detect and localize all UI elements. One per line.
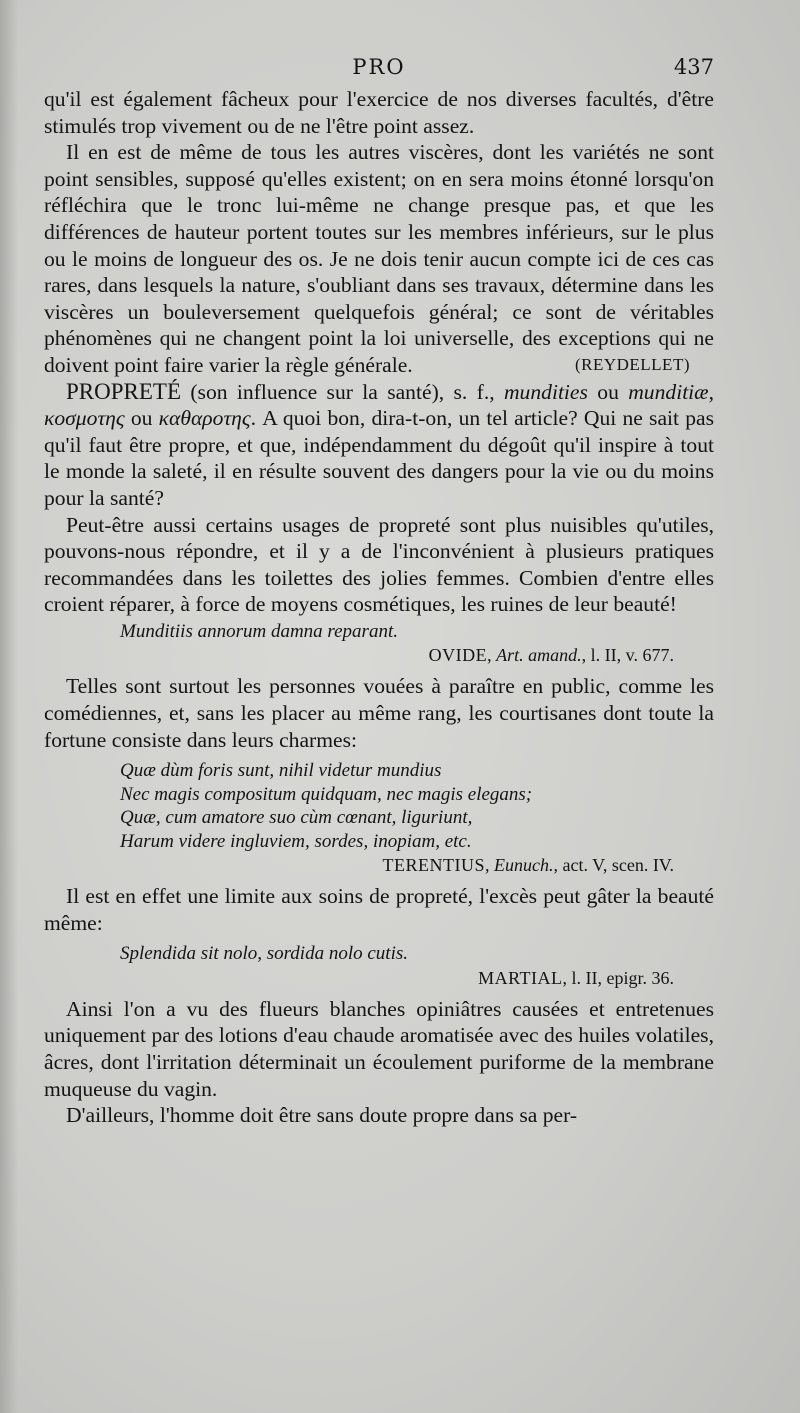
paragraph-actresses [44, 673, 714, 753]
page-header [44, 55, 714, 87]
author-signature: (REYDELLET) [574, 354, 690, 374]
citation-work: Art. amand. [496, 645, 582, 666]
entry-proprete [44, 379, 714, 512]
paragraph-text: Telles sont surtout les personnes vouées à paraître en public, comme les comédiennes, et, sans les placer au même rang, les courtisanes dont toute la fortune consiste dans leurs charmes: [44, 674, 714, 752]
paragraph-text: D'ailleurs, l'homme doit être sans doute propre dans sa per- [66, 1103, 578, 1128]
paragraph-limit [44, 883, 714, 936]
quote-martial: Splendida sit nolo, sordida nolo cutis. [120, 943, 408, 965]
citation-martial [44, 966, 714, 990]
citation-author: TERENTIUS [382, 855, 486, 876]
paragraph-lotions [44, 996, 714, 1102]
paragraph-continuation [44, 86, 714, 139]
citation-ref: , l. II, v. 677. [581, 645, 674, 666]
quote-line: Quæ, cum amatore suo cùm cœnant, liguriunt, [120, 807, 473, 829]
citation-sep: , [487, 645, 497, 666]
quote-line: Nec magis compositum quidquam, nec magis elegans; [120, 783, 533, 805]
citation-ref: , act. V, scen. IV. [553, 855, 674, 876]
entry-headword: PROPRETÉ [66, 378, 182, 404]
paragraph-text: Peut-être aussi certains usages de propreté sont plus nuisibles qu'utiles, pouvons-nous répondre, et il y a de l'inconvénient à plusieurs pratiques recommandées dans les toilettes des jolies femmes. Combien d'entre elles croient réparer, à force de moyens cosmétiques, les ruines de leur beauté! [44, 512, 714, 617]
greek-term: κοσμοτης [44, 406, 125, 431]
paragraph-viscera [44, 139, 714, 378]
entry-text: (son influence sur la santé), s. f., [181, 379, 504, 404]
entry-text: ou [587, 379, 629, 404]
paragraph-text: Ainsi l'on a vu des flueurs blanches opiniâtres causées et entretenues uniquement par des lotions d'eau chaude aromatisée avec des huiles volatiles, âcres, dont l'irritation déterminait un écoulement puriforme de la membrane muqueuse du vagin. [44, 996, 714, 1101]
citation-author: MARTIAL [478, 967, 563, 988]
citation-author: OVIDE [428, 645, 488, 666]
citation-work: Eunuch. [494, 855, 554, 876]
citation-terence [44, 853, 714, 877]
latin-term: mundities [503, 379, 588, 404]
quote-line: Harum videre ingluviem, sordes, inopiam, etc. [120, 830, 472, 852]
entry-text: . A quoi bon, dira-t-on, un tel article? Qui ne sait pas qu'il faut être propre, et que, indépendamment du dégoût qu'il inspire à tout le monde la saleté, il en résulte souvent des dangers pour la vie ou du moins pour la santé? [44, 406, 715, 510]
page-number: 437 [673, 55, 714, 79]
paragraph-text: Il est en effet une limite aux soins de propreté, l'excès peut gâter la beauté même: [44, 884, 714, 935]
paragraph-cosmetics [44, 512, 714, 618]
quote-ovid: Munditiis annorum damna reparant. [120, 620, 398, 642]
entry-text: , [708, 379, 714, 404]
citation-ref: , l. II, epigr. 36. [562, 967, 674, 988]
entry-text: ou [124, 406, 159, 431]
page-body [44, 86, 714, 1129]
citation-ovid [44, 643, 714, 667]
quote-terence [44, 759, 714, 853]
paragraph-text: qu'il est également fâcheux pour l'exercice de nos diverses facultés, d'être stimulés trop vivement ou de ne l'être point assez. [44, 87, 714, 138]
greek-term: καθαροτης [158, 406, 251, 431]
paragraph-text: Il en est de même de tous les autres viscères, dont les variétés ne sont point sensibles, supposé qu'elles existent; on en sera moins étonné lorsqu'on réfléchira que le tronc lui-même ne change presque pas, et que les différences de hauteur portent toutes sur les membres inférieurs, sur le plus ou le moins de longueur des os. Je ne dois tenir aucun compte ici de ces cas rares, dans lesquels la nature, s'oubliant dans ses travaux, détermine dans les viscères un bouleversement quelquefois général; ce sont de véritables phénomènes qui ne changent point la loi universelle, des exceptions qui ne doivent point faire varier la règle générale. [44, 140, 714, 377]
citation-sep: , [485, 855, 495, 876]
running-head: PRO [352, 55, 406, 79]
quote-line: Quæ dùm foris sunt, nihil videtur mundius [120, 760, 442, 782]
latin-term: munditiæ [628, 379, 709, 404]
paragraph-final [44, 1102, 714, 1129]
